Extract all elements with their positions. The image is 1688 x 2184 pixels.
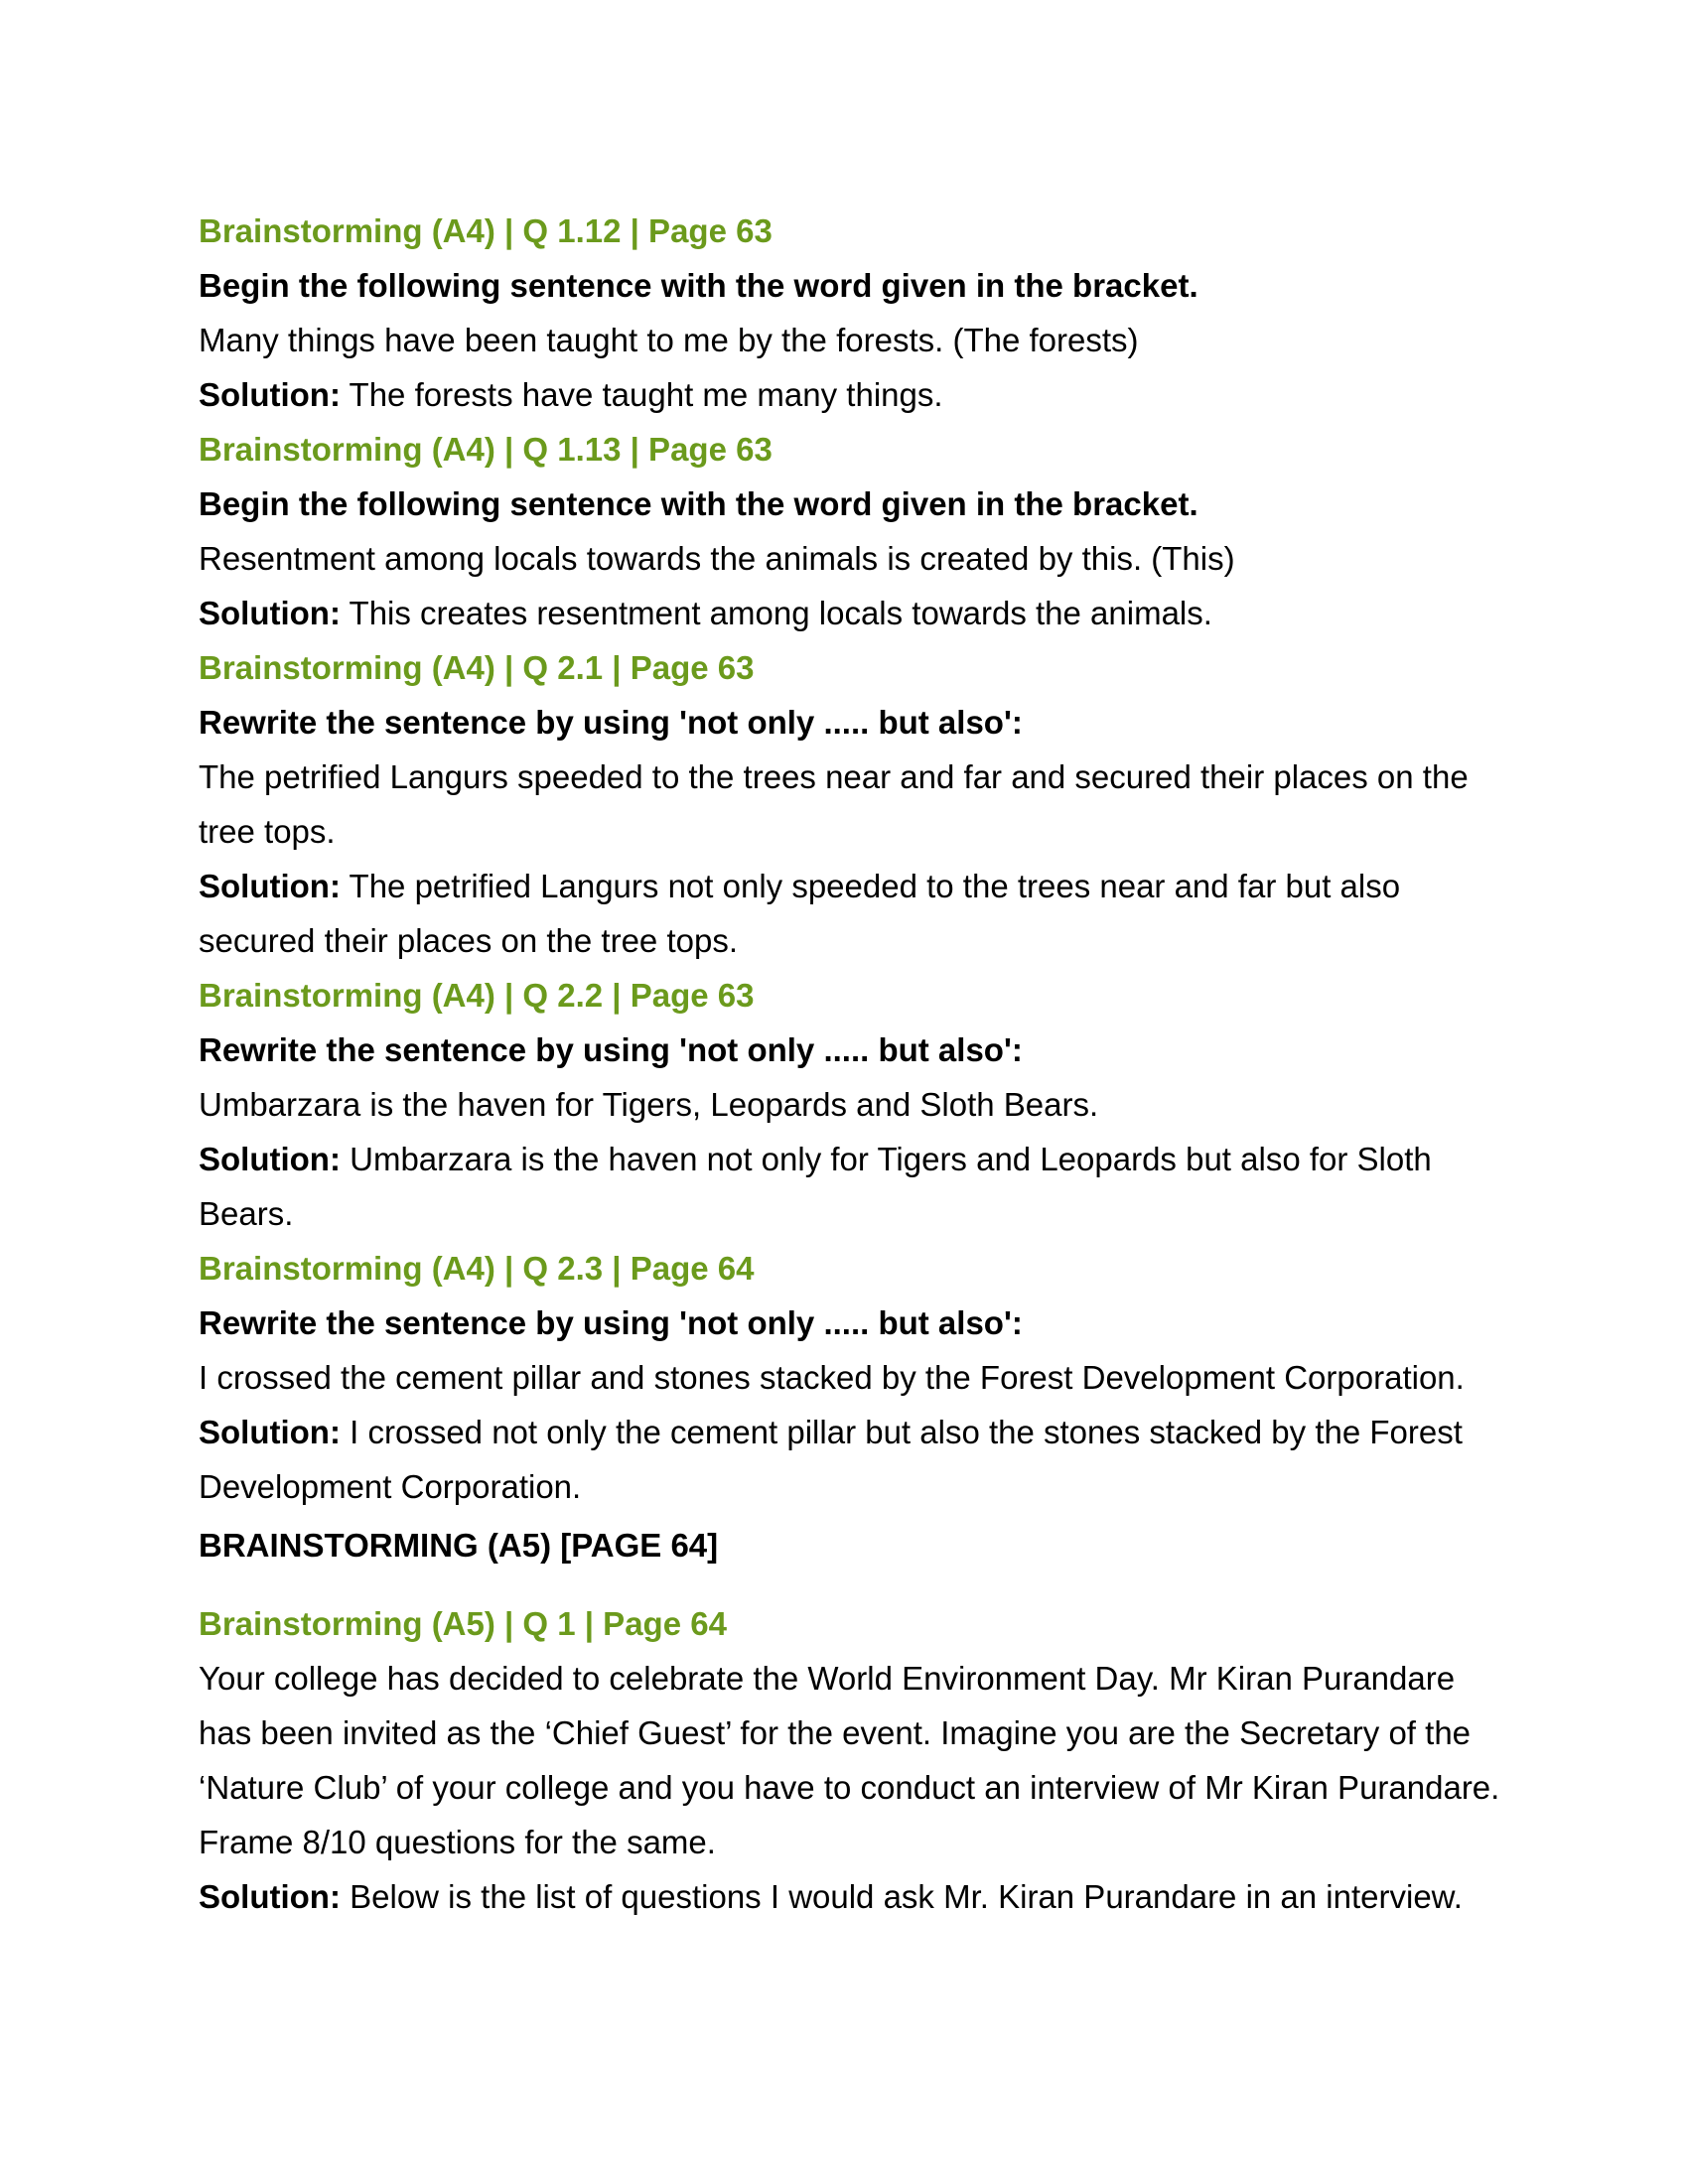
document-page xyxy=(199,204,1509,1924)
solution-label: Solution: xyxy=(199,376,341,413)
solution-line xyxy=(199,1405,1509,1514)
solution-label: Solution: xyxy=(199,1878,341,1915)
solution-line xyxy=(199,367,1509,422)
solution-text: Umbarzara is the haven not only for Tigers and Leopards but also for Sloth Bears. xyxy=(199,1141,1432,1232)
question-block xyxy=(199,204,1509,422)
question-heading: Brainstorming (A4) | Q 1.12 | Page 63 xyxy=(199,212,773,249)
question-block xyxy=(199,422,1509,640)
solution-label: Solution: xyxy=(199,595,341,631)
question-instruction: Rewrite the sentence by using 'not only ..... but also': xyxy=(199,704,1023,741)
question-instruction: Rewrite the sentence by using 'not only ..... but also': xyxy=(199,1304,1023,1341)
question-instruction: Rewrite the sentence by using 'not only ..... but also': xyxy=(199,1031,1023,1068)
question-text: Umbarzara is the haven for Tigers, Leopards and Sloth Bears. xyxy=(199,1086,1099,1123)
question-text: I crossed the cement pillar and stones stacked by the Forest Development Corporation. xyxy=(199,1359,1465,1396)
question-text: The petrified Langurs speeded to the trees near and far and secured their places on the tree tops. xyxy=(199,758,1469,850)
solution-line xyxy=(199,586,1509,640)
question-text: Resentment among locals towards the animals is created by this. (This) xyxy=(199,540,1235,577)
solution-text: I crossed not only the cement pillar but also the stones stacked by the Forest Development Corporation. xyxy=(199,1414,1463,1505)
question-text: Many things have been taught to me by the forests. (The forests) xyxy=(199,322,1139,358)
question-block xyxy=(199,1596,1509,1924)
solution-line xyxy=(199,1869,1509,1924)
solution-line xyxy=(199,859,1509,968)
question-heading: Brainstorming (A5) | Q 1 | Page 64 xyxy=(199,1605,727,1642)
question-text: Your college has decided to celebrate the World Environment Day. Mr Kiran Purandare has been invited as the ‘Chief Guest’ for the event. Imagine you are the Secretary of the ‘Nature Club’ of your college and you have to conduct an interview of Mr Kiran Purandare. Frame 8/10 questions for the same. xyxy=(199,1660,1500,1860)
question-block xyxy=(199,1241,1509,1514)
solution-text: Below is the list of questions I would ask Mr. Kiran Purandare in an interview. xyxy=(340,1878,1463,1915)
solution-label: Solution: xyxy=(199,1414,341,1450)
solution-text: The petrified Langurs not only speeded to the trees near and far but also secured their places on the tree tops. xyxy=(199,868,1401,959)
question-heading: Brainstorming (A4) | Q 1.13 | Page 63 xyxy=(199,431,773,468)
question-heading: Brainstorming (A4) | Q 2.2 | Page 63 xyxy=(199,977,755,1014)
solution-line xyxy=(199,1132,1509,1241)
solution-label: Solution: xyxy=(199,868,341,904)
section-title: BRAINSTORMING (A5) [PAGE 64] xyxy=(199,1527,719,1564)
question-instruction: Begin the following sentence with the word given in the bracket. xyxy=(199,267,1198,304)
solution-text: This creates resentment among locals towards the animals. xyxy=(340,595,1212,631)
solution-text: The forests have taught me many things. xyxy=(340,376,943,413)
question-block xyxy=(199,640,1509,968)
solution-label: Solution: xyxy=(199,1141,341,1177)
question-instruction: Begin the following sentence with the word given in the bracket. xyxy=(199,485,1198,522)
question-heading: Brainstorming (A4) | Q 2.3 | Page 64 xyxy=(199,1250,755,1287)
question-heading: Brainstorming (A4) | Q 2.1 | Page 63 xyxy=(199,649,755,686)
question-block xyxy=(199,968,1509,1241)
